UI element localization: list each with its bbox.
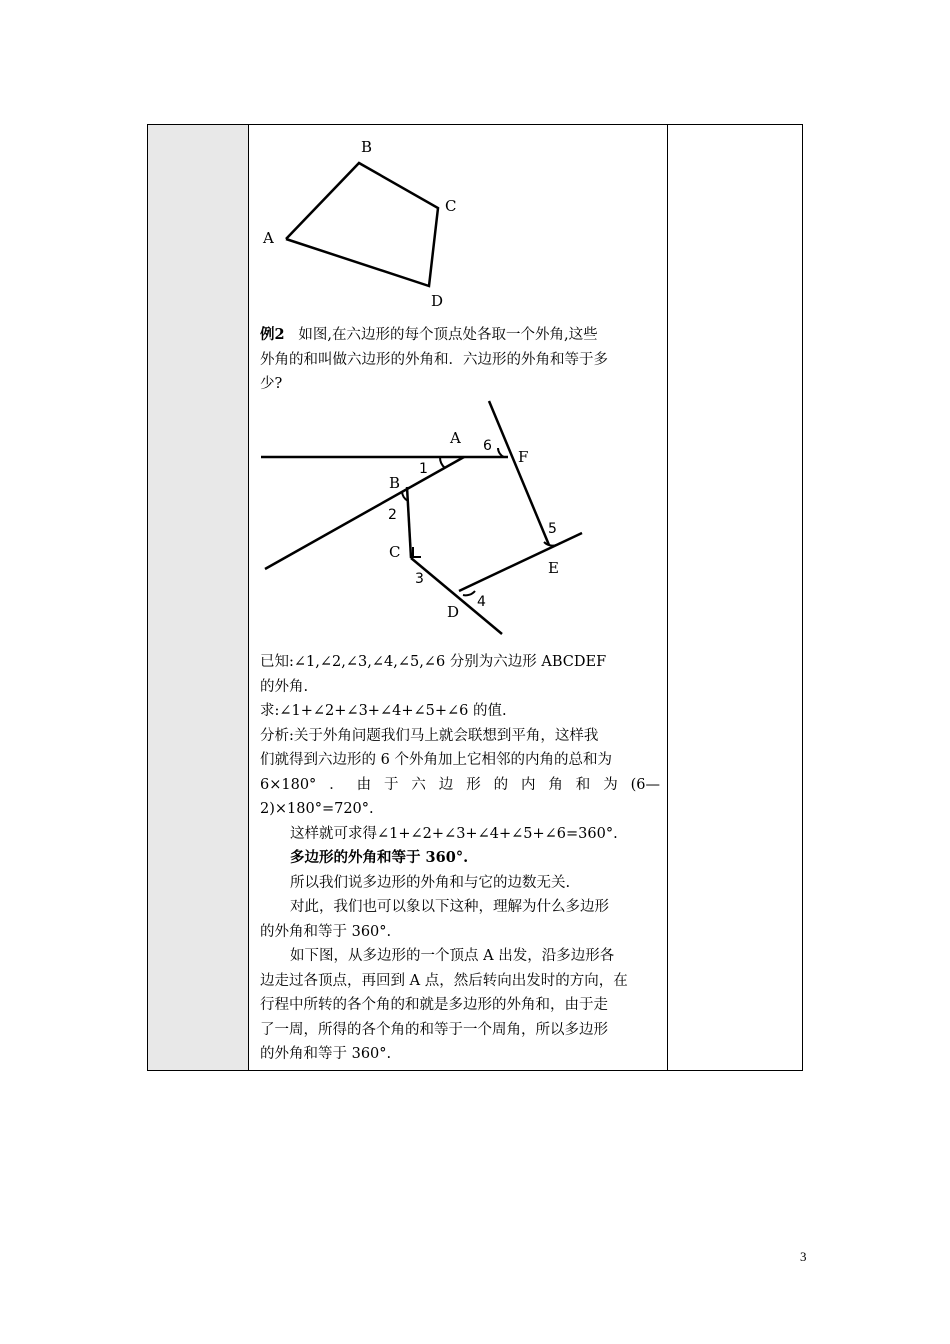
ask-line: 求:∠1+∠2+∠3+∠4+∠5+∠6 的值.: [260, 703, 507, 719]
table-right-column: [667, 125, 802, 1070]
example2-line3: 少?: [260, 376, 283, 392]
hex-label-a: A: [450, 429, 461, 447]
angle-label-6: 6: [483, 438, 492, 454]
example2-line1: 如图,在六边形的每个顶点处各取一个外角,这些: [298, 327, 598, 343]
table-content-column: [249, 125, 667, 1070]
conclusion-line: 所以我们说多边形的外角和与它的边数无关.: [290, 874, 571, 891]
angle-label-4: 4: [477, 594, 486, 610]
page-number: 3: [800, 1249, 807, 1264]
hex-label-b: B: [389, 474, 401, 492]
angle-label-3: 3: [415, 571, 424, 587]
known-line1: 已知:∠1,∠2,∠3,∠4,∠5,∠6 分别为六边形 ABCDEF: [260, 654, 607, 670]
hex-label-e: E: [548, 559, 559, 577]
angle-label-1: 1: [419, 461, 428, 477]
quad-label-b: B: [361, 138, 373, 156]
hex-label-f: F: [518, 448, 529, 466]
quad-label-d: D: [431, 292, 444, 310]
table-left-column: [148, 125, 249, 1070]
angle-label-5: 5: [548, 521, 557, 537]
lesson-table: [147, 124, 803, 1071]
analysis-line4: 2)×180°=720°.: [260, 801, 374, 817]
walk-line3: 行程中所转的各个角的和就是多边形的外角和，由于走: [260, 997, 608, 1013]
walk-line2: 边走过各顶点，再回到 A 点，然后转向出发时的方向，在: [260, 972, 628, 989]
example2-title: 例2: [260, 326, 285, 343]
quad-label-a: A: [263, 229, 274, 247]
analysis-line2: 们就得到六边形的 6 个外角加上它相邻的内角的总和为: [260, 752, 612, 768]
analysis-line1: 分析:关于外角问题我们马上就会联想到平角，这样我: [260, 727, 599, 744]
solution-block: [260, 650, 660, 1067]
walk-line5: 的外角和等于 360°.: [260, 1046, 392, 1062]
known-line2: 的外角.: [260, 678, 309, 695]
walk-line4: 了一周，所得的各个角的和等于一个周角，所以多边形: [260, 1021, 608, 1038]
result-line: 这样就可求得∠1+∠2+∠3+∠4+∠5+∠6=360°.: [290, 825, 618, 842]
explain-line1: 对此，我们也可以象以下这种，理解为什么多边形: [290, 899, 609, 915]
example2-line2: 外角的和叫做六边形的外角和．六边形的外角和等于多: [260, 351, 608, 368]
hex-label-d: D: [447, 603, 460, 621]
angle-label-2: 2: [388, 507, 397, 523]
quad-label-c: C: [445, 197, 457, 215]
analysis-line3: 6×180°．由于六边形的内角和为(6—: [260, 776, 660, 793]
walk-line1: 如下图，从多边形的一个顶点 A 出发，沿多边形各: [290, 948, 615, 964]
theorem-line: 多边形的外角和等于 360°.: [290, 849, 469, 866]
explain-line2: 的外角和等于 360°.: [260, 923, 392, 940]
hex-label-c: C: [389, 543, 401, 561]
hexagon-figure: [249, 125, 667, 655]
